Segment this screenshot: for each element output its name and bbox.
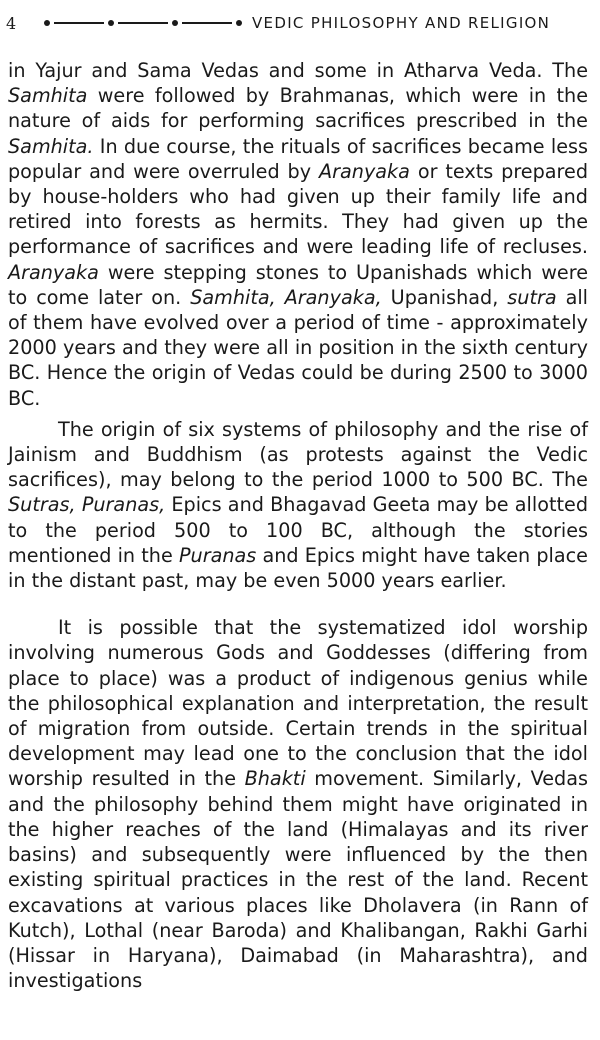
italic-term: Samhita — [8, 84, 88, 108]
text-run: all of them have evolved over a period of time - approximately 2000 years and they were all in position in the sixth century BC. Hence the origin of Vedas could be during 2500 to 3000 BC. — [8, 285, 588, 410]
body-text — [8, 58, 588, 993]
text-run: Epics and Bhagavad Geeta may be allotted to the period 500 to 100 BC, although the stories mentioned in the — [8, 493, 588, 567]
text-run: In due course, the rituals of sacrifices became less popular and were overruled by — [8, 134, 588, 183]
italic-term: Aranyaka — [319, 159, 410, 183]
paragraph — [8, 615, 588, 993]
italic-term: Sutras, Puranas, — [8, 493, 166, 517]
paragraph — [8, 58, 588, 411]
text-run: movement. Similarly, Vedas and the philosophy behind them might have originated in the higher reaches of the land (Himalayas and its river basins) and subsequently were influenced by the then existing spiritual practices in the rest of the land. Recent excavations at various places like Dholavera (in Rann of Kutch), Lothal (near Baroda) and Khalibangan, Rakhi Garhi (Hissar in Haryana), Daimabad (in Maharashtra), and investigations — [8, 767, 588, 993]
text-run: and Epics might have taken place in the distant past, may be even 5000 years earlier. — [8, 543, 588, 593]
italic-term: sutra — [507, 285, 557, 309]
italic-term: Samhita, Aranyaka, — [190, 285, 382, 309]
text-run: were followed by Brahmanas, which were in the nature of aids for performing sacrifices prescribed in the — [8, 84, 588, 133]
italic-term: Puranas — [178, 543, 257, 567]
italic-term: Bhakti — [244, 767, 306, 791]
running-title: VEDIC PHILOSOPHY AND RELIGION — [252, 14, 551, 32]
dot-line-ornament-icon — [44, 20, 242, 26]
page-number: 4 — [6, 13, 17, 33]
italic-term: Aranyaka — [8, 260, 99, 284]
text-run: The origin of six systems of philosophy and the rise of Jainism and Buddhism (as protests against the Vedic sacrifices), may belong to the period 1000 to 500 BC. The — [8, 417, 588, 492]
italic-term: Samhita. — [8, 134, 94, 158]
text-run: It is possible that the systematized idol worship involving numerous Gods and Goddesses (differing from place to place) was a product of indigenous genius while the philosophical explanation and interpretation, the result of migration from outside. Certain trends in the spiritual development may lead one to the conclusion that the idol worship resulted in the — [8, 616, 588, 791]
text-run: were stepping stones to Upanishads which were to come later on. — [8, 260, 588, 309]
text-run: Upanishad, — [381, 285, 508, 309]
text-run: or texts prepared by house-holders who had given up their family life and retired into forests as hermits. They had given up the performance of sacrifices and were leading life of recluses. — [8, 159, 588, 259]
paragraph — [8, 417, 588, 593]
page-header — [6, 8, 594, 38]
text-run: in Yajur and Sama Vedas and some in Atharva Veda. The — [8, 59, 588, 82]
